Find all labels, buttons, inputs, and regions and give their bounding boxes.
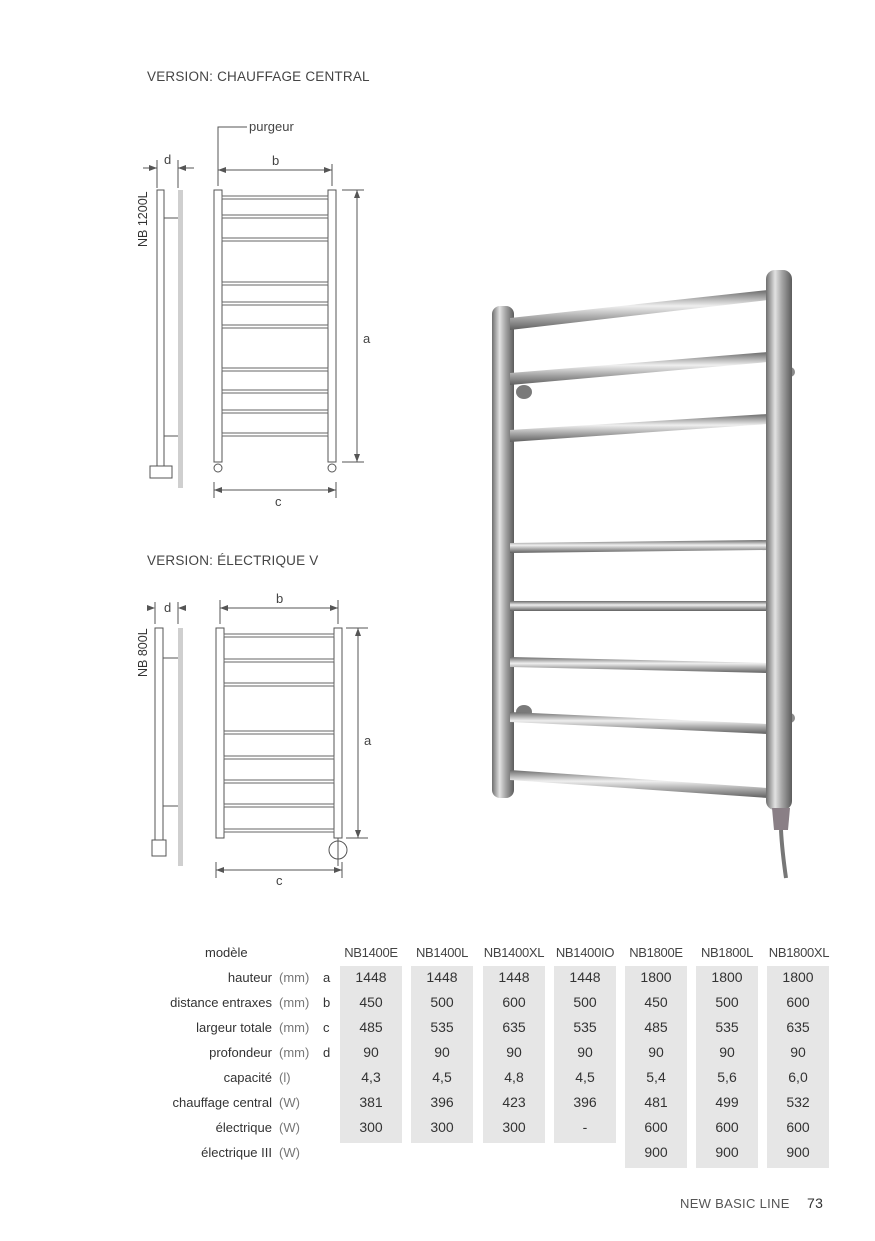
spec-row-label: électrique	[215, 1120, 272, 1135]
spec-cell: 5,6	[717, 1069, 737, 1085]
spec-cell: 1448	[426, 969, 458, 985]
spec-cell: 600	[715, 1119, 739, 1135]
spec-cell: 535	[430, 1019, 454, 1035]
model-header-4: NB1400IO	[555, 945, 615, 960]
spec-cell: 500	[430, 994, 454, 1010]
spec-cell: 499	[715, 1094, 739, 1110]
spec-row-unit: (W)	[279, 1120, 300, 1135]
model-header-1: NB1400E	[344, 945, 398, 960]
spec-row-unit: (W)	[279, 1095, 300, 1110]
spec-cell: 90	[648, 1044, 664, 1060]
spec-cell: 500	[715, 994, 739, 1010]
spec-cell: 1448	[569, 969, 601, 985]
spec-row-dimension-letter: b	[323, 995, 331, 1010]
spec-cell: 90	[363, 1044, 379, 1060]
spec-cell: 485	[359, 1019, 383, 1035]
model-header-3: NB1400XL	[483, 945, 545, 960]
spec-cell: 300	[359, 1119, 383, 1135]
spec-cell: 600	[502, 994, 526, 1010]
spec-row-label: distance entraxes	[170, 995, 272, 1010]
spec-row-dimension-letter: d	[323, 1045, 331, 1060]
spec-row-unit: (mm)	[279, 1020, 310, 1035]
spec-row-unit: (l)	[279, 1070, 291, 1085]
central-dim-a: a	[363, 331, 371, 346]
spec-cell: 1448	[498, 969, 530, 985]
spec-row-label: largeur totale	[196, 1020, 272, 1035]
model-header-5: NB1800E	[629, 945, 683, 960]
spec-cell: 481	[644, 1094, 668, 1110]
spec-row-label: profondeur	[209, 1045, 272, 1060]
electric-model-label: NB 800L	[136, 628, 150, 677]
spec-cell: 532	[786, 1094, 810, 1110]
spec-cell: 900	[644, 1144, 668, 1160]
page-number: 73	[807, 1195, 824, 1211]
spec-cell: 90	[506, 1044, 522, 1060]
spec-cell: 90	[790, 1044, 806, 1060]
spec-row-unit: (W)	[279, 1145, 300, 1160]
spec-cell: 4,8	[504, 1069, 524, 1085]
model-header-7: NB1800XL	[768, 945, 830, 960]
central-dim-c: c	[275, 494, 282, 509]
spec-cell: 1800	[782, 969, 814, 985]
central-dim-b: b	[272, 153, 280, 168]
spec-cell: 600	[786, 1119, 810, 1135]
spec-cell: 635	[502, 1019, 526, 1035]
spec-row-unit: (mm)	[279, 970, 310, 985]
model-header-6: NB1800L	[700, 945, 754, 960]
central-dim-d: d	[164, 152, 172, 167]
central-model-label: NB 1200L	[136, 191, 150, 247]
spec-cell: 6,0	[788, 1069, 808, 1085]
spec-cell: -	[582, 1119, 588, 1135]
spec-cell: 535	[715, 1019, 739, 1035]
spec-cell: 4,5	[432, 1069, 452, 1085]
spec-cell: 5,4	[646, 1069, 666, 1085]
spec-row-label: capacité	[223, 1070, 272, 1085]
spec-cell: 635	[786, 1019, 810, 1035]
spec-cell: 381	[359, 1094, 383, 1110]
central-version-heading: VERSION: CHAUFFAGE CENTRAL	[147, 69, 370, 84]
spec-cell: 396	[573, 1094, 597, 1110]
spec-cell: 90	[577, 1044, 593, 1060]
spec-cell: 500	[573, 994, 597, 1010]
model-header-label: modèle	[205, 945, 248, 960]
purgeur-label: purgeur	[249, 119, 294, 134]
electric-dim-a: a	[364, 733, 372, 748]
spec-cell: 450	[644, 994, 668, 1010]
spec-cell: 4,3	[361, 1069, 381, 1085]
spec-cell: 900	[715, 1144, 739, 1160]
spec-row-label: électrique III	[201, 1145, 272, 1160]
spec-row-label: hauteur	[227, 970, 272, 985]
spec-cell: 535	[573, 1019, 597, 1035]
electric-dim-d: d	[164, 600, 172, 615]
spec-cell: 90	[719, 1044, 735, 1060]
spec-cell: 396	[430, 1094, 454, 1110]
electric-dim-c: c	[276, 873, 283, 888]
spec-cell: 900	[786, 1144, 810, 1160]
spec-row-dimension-letter: c	[323, 1020, 330, 1035]
spec-cell: 4,5	[575, 1069, 595, 1085]
spec-cell: 1800	[640, 969, 672, 985]
spec-cell: 600	[644, 1119, 668, 1135]
spec-row-dimension-letter: a	[323, 970, 331, 985]
spec-cell: 1800	[711, 969, 743, 985]
spec-cell: 450	[359, 994, 383, 1010]
footer-brand: NEW BASIC LINE	[680, 1196, 790, 1211]
spec-cell: 300	[430, 1119, 454, 1135]
spec-cell: 423	[502, 1094, 526, 1110]
spec-cell: 600	[786, 994, 810, 1010]
electric-dim-b: b	[276, 591, 284, 606]
spec-cell: 90	[434, 1044, 450, 1060]
spec-row-label: chauffage central	[172, 1095, 272, 1110]
model-header-2: NB1400L	[415, 945, 469, 960]
spec-cell: 300	[502, 1119, 526, 1135]
spec-row-unit: (mm)	[279, 995, 310, 1010]
spec-cell: 1448	[355, 969, 387, 985]
spec-row-unit: (mm)	[279, 1045, 310, 1060]
electric-version-heading: VERSION: ÉLECTRIQUE V	[147, 553, 319, 568]
spec-cell: 485	[644, 1019, 668, 1035]
